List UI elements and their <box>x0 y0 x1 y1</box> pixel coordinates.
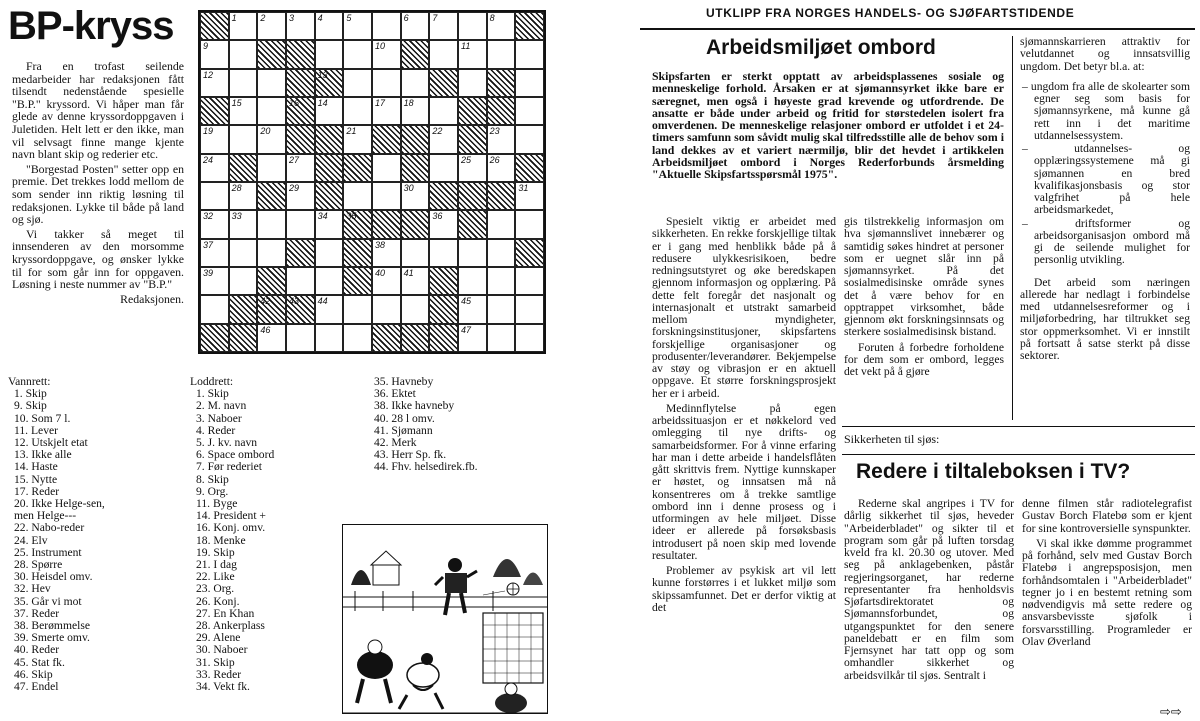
article2-column-2 <box>1022 498 1192 651</box>
across-clue: 15. Nytte <box>14 472 58 486</box>
clue-number: 47 <box>461 324 472 335</box>
down-clue: 43. Herr Sp. fk. <box>374 448 447 462</box>
down-clue: 34. Vekt fk. <box>196 680 250 694</box>
grid-cell[interactable] <box>487 210 516 238</box>
grid-block <box>315 125 344 153</box>
across-clue: 11. Lever <box>14 423 58 437</box>
grid-block <box>200 324 229 352</box>
column-rule <box>1012 36 1013 420</box>
down-clue: 23. Org. <box>196 582 235 596</box>
grid-cell[interactable] <box>286 267 315 295</box>
article-paragraph: gis tilstrekkelig informasjon om hva sjømannslivet innebærer og samtidig søkes hindret at personer som er uegnet slår inn på sjømannsyrket. På det sosialmedisinske område synes det å være behov for en opptrappet virksomhet, både gjennom økt forskningsinnsats og sterkere sosialmedisinsk bistand. <box>844 215 1004 339</box>
clue-number: 24 <box>203 154 214 165</box>
grid-block <box>429 324 458 352</box>
clue-number: 3 <box>289 13 295 23</box>
grid-cell[interactable] <box>515 267 544 295</box>
down-clue: 38. Ikke havneby <box>374 399 455 413</box>
list-item: – utdannelses- og opplæringssystemene må gi sjømannen en bred kvalifikasjonsbasis og stor valgfrihet på hele arbeidsmarkedet, <box>1022 142 1190 217</box>
article-paragraph: sjømannskarrieren attraktiv for velutdannet og innsatsvillig ungdom. Det betyr bl.a. at: <box>1020 35 1190 73</box>
down-clue: 22. Like <box>196 570 235 584</box>
across-clue: 45. Stat fk. <box>14 655 65 669</box>
down-clue: 44. Fhv. helsedirek.fb. <box>374 460 478 474</box>
clue-number: 18 <box>403 98 414 108</box>
across-clue: 24. Elv <box>14 533 48 547</box>
clue-number: 29 <box>289 183 300 193</box>
cartoon-drawing <box>343 525 548 714</box>
down-clue: 3. Naboer <box>196 411 242 425</box>
grid-cell[interactable] <box>229 40 258 68</box>
grid-cell[interactable] <box>343 97 372 125</box>
clue-number: 2 <box>260 13 266 23</box>
grid-cell[interactable] <box>315 267 344 295</box>
article-title: Redere i tiltaleboksen i TV? <box>856 460 1131 483</box>
across-heading: Vannrett: <box>8 375 51 388</box>
grid-block <box>458 210 487 238</box>
grid-block <box>401 324 430 352</box>
clue-number: 14 <box>317 98 328 108</box>
list-item: – driftsformer og arbeidsorganisasjon ombord må gi de seilende mulighet for personlig utvikling. <box>1022 216 1190 267</box>
clue-number: 30 <box>403 183 414 193</box>
across-clue: 39. Smerte omv. <box>14 631 90 645</box>
clue-number: 25 <box>461 154 472 165</box>
grid-cell[interactable] <box>458 12 487 40</box>
grid-cell[interactable] <box>487 267 516 295</box>
down-clue: 40. 28 l omv. <box>374 411 435 425</box>
grid-cell[interactable] <box>372 69 401 97</box>
grid-cell[interactable] <box>515 210 544 238</box>
section-rule <box>842 426 1195 427</box>
grid-block <box>286 40 315 68</box>
across-clue: 12. Utskjelt etat <box>14 436 88 450</box>
grid-block <box>200 97 229 125</box>
grid-cell[interactable] <box>343 295 372 323</box>
grid-block <box>429 182 458 210</box>
article-paragraph: Problemer av psykisk art vil lett kunne forstørres i et lukket miljø som skipssamfunnet. Det er derfor viktig at det <box>652 564 836 614</box>
across-clue: 30. Heisdel omv. <box>14 570 93 584</box>
article-column-2 <box>844 216 1004 381</box>
down-heading: Loddrett: <box>190 375 234 388</box>
clue-number: 6 <box>403 13 409 23</box>
grid-cell[interactable] <box>429 154 458 182</box>
grid-cell[interactable] <box>487 239 516 267</box>
clue-number: 16 <box>289 98 300 108</box>
grid-cell[interactable] <box>372 154 401 182</box>
across-clue: 46. Skip <box>14 667 53 681</box>
clue-number: 34 <box>317 211 328 222</box>
clue-number: 20 <box>260 126 271 137</box>
crossword-intro <box>12 60 184 307</box>
grid-block <box>401 210 430 238</box>
clue-number: 33 <box>231 211 242 222</box>
grid-cell[interactable] <box>487 40 516 68</box>
down-clue: 4. Reder <box>196 423 236 437</box>
down-clues <box>190 376 340 693</box>
clue-number: 40 <box>375 268 386 278</box>
down-clue: 35. Havneby <box>374 375 434 388</box>
article-paragraph: Det arbeid som næringen allerede har nedlagt i forbindelse med utdannelsesreformer og i miljøforbedring, har tiltrukket seg stor oppmerksomhet. Vi er innstilt på fortsatt å satse sterkt på disse sektorer. <box>1020 275 1190 362</box>
grid-cell[interactable] <box>315 40 344 68</box>
clue-number: 5 <box>346 13 352 23</box>
grid-block <box>515 154 544 182</box>
continued-arrows-icon[interactable]: ⇨⇨ <box>1160 704 1182 719</box>
grid-cell[interactable] <box>401 295 430 323</box>
clue-number: 19 <box>203 126 214 137</box>
across-clue: 47. Endel <box>14 680 59 694</box>
down-clue: 14. President + <box>196 509 266 523</box>
clue-number: 13 <box>317 69 328 80</box>
grid-block <box>257 40 286 68</box>
article-paragraph: denne filmen står radiotelegrafist Gustav Borch Flatebø som er kjent for sine kontroversielle synspunkter. <box>1022 497 1192 535</box>
across-clue: 9. Skip <box>14 399 47 413</box>
intro-paragraph: Vi takker så meget til innsenderen av den morsomme kryssordoppgave, og ønsker lykke til for som går inn for oppgaven. Løsning i neste nummer av "B.P." <box>12 226 184 292</box>
article2-column-1 <box>844 498 1014 685</box>
article-kicker: Sikkerheten til sjøs: <box>844 432 940 446</box>
grid-block <box>229 295 258 323</box>
clue-number: 10 <box>375 41 386 52</box>
section-rule <box>842 454 1195 455</box>
newspaper-header: UTKLIPP FRA NORGES HANDELS- OG SJØFARTSTIDENDE <box>706 6 1075 20</box>
grid-cell[interactable] <box>229 239 258 267</box>
down-clue: 1. Skip <box>196 387 229 401</box>
grid-cell[interactable] <box>515 97 544 125</box>
grid-cell[interactable] <box>315 239 344 267</box>
article-column-3 <box>1020 36 1190 365</box>
article-column-1 <box>652 216 836 617</box>
grid-cell[interactable] <box>257 239 286 267</box>
clue-number: 41 <box>403 268 414 278</box>
down-clue: 26. Konj. <box>196 594 240 608</box>
across-clues <box>8 376 178 693</box>
grid-cell[interactable] <box>229 69 258 97</box>
article-paragraph: Medinnflytelse på egen arbeidssituasjon er et nøkkelord ved omlegging til nye drifts- og samarbeidsformer. For å vinne erfaring har man i dette arbeide i handelsflåten gått skrittvis frem. Nyttige kunnskaper er høstet, og innsatsen må nå konsentreres om å trekke samtlige ombord inn i denne prosess og i utformingen av hele miljøet. Disse ideer er allerede på forsøksbasis introdusert på noen skip med lovende resultater. <box>652 401 836 562</box>
article-paragraph: Spesielt viktig er arbeidet med sikkerheten. En rekke forskjellige tiltak er i gang med henblikk både på å redusere ulykkesrisikoen, bedre redningsutstyret og øke beredskapen gjennom informasjon og opplæring. På dette felt foregår det nasjonalt og internasjonalt et utstrakt samarbeid mellom myndigheter, forskningsinstitusjoner, skipsfartens forskjellige organisasjoner og produsenter/leverandører. Bekjempelse av støy og vibrasjon er en aktuell oppgave. Et større forskningsprosjekt her er i arbeid. <box>652 215 836 400</box>
clue-number: 37 <box>203 239 214 250</box>
grid-cell[interactable] <box>487 324 516 352</box>
intro-paragraph: Fra en trofast seilende medarbeider har redaksjonen fått tilsendt nedenstående spesielle "B.P." kryssord. Vi håper man får glede av denne kryssordoppgaven i Juletiden. Helt lett er den ikke, man vil selvsagt finne mange kjente navn blant skip og rederier etc. <box>12 59 184 162</box>
article-paragraph: Foruten å forbedre forholdene for dem som er ombord, legges det vekt på å gjøre <box>844 340 1004 378</box>
grid-block <box>257 182 286 210</box>
header-rule <box>640 28 1195 30</box>
clue-number: 27 <box>289 154 300 165</box>
grid-cell[interactable] <box>401 239 430 267</box>
clue-number: 15 <box>231 98 242 108</box>
grid-block <box>487 182 516 210</box>
crossword-title: BP-kryss <box>8 4 174 48</box>
grid-block <box>315 154 344 182</box>
across-clue: 10. Som 7 l. <box>14 411 71 425</box>
clue-number: 17 <box>375 98 386 108</box>
crossword-grid[interactable] <box>198 10 546 354</box>
grid-cell[interactable] <box>229 125 258 153</box>
grid-block <box>343 239 372 267</box>
grid-block <box>429 69 458 97</box>
across-clue: 1. Skip <box>14 387 47 401</box>
grid-cell[interactable] <box>458 239 487 267</box>
down-clue: 42. Merk <box>374 436 417 450</box>
down-clue: 31. Skip <box>196 655 235 669</box>
grid-block <box>401 154 430 182</box>
clue-number: 28 <box>231 183 242 193</box>
across-clue: 13. Ikke alle <box>14 448 72 462</box>
down-clue: 41. Sjømann <box>374 423 433 437</box>
down-clue: 33. Reder <box>196 667 242 681</box>
grid-cell[interactable] <box>458 69 487 97</box>
across-clue: 35. Går vi mot <box>14 594 82 608</box>
down-clue: 16. Konj. omv. <box>196 521 266 535</box>
grid-block <box>286 125 315 153</box>
grid-block <box>229 324 258 352</box>
down-clue: 36. Ektet <box>374 387 416 401</box>
grid-block <box>487 69 516 97</box>
clue-number: 43 <box>289 296 300 307</box>
grid-cell[interactable] <box>200 295 229 323</box>
grid-cell[interactable] <box>487 295 516 323</box>
grid-block <box>429 295 458 323</box>
down-clue: 7. Før rederiet <box>196 460 262 474</box>
across-clue: 25. Instrument <box>14 545 82 559</box>
clue-number: 9 <box>203 41 209 52</box>
clue-number: 35 <box>346 211 357 222</box>
down-clue: 6. Space ombord <box>196 448 275 462</box>
down-clue: 5. J. kv. navn <box>196 436 258 450</box>
grid-cell[interactable] <box>515 324 544 352</box>
list-item: – ungdom fra alle de skolearter som egner seg som basis for sjømannsyrkene, må kunne gå rett inn i det maritime utdannelsessystem. <box>1022 79 1190 142</box>
across-clue: 40. Reder <box>14 643 60 657</box>
grid-block <box>372 125 401 153</box>
intro-signature: Redaksjonen. <box>120 291 184 306</box>
article-title: Arbeidsmiljøet ombord <box>706 36 936 59</box>
grid-cell[interactable] <box>429 97 458 125</box>
clue-number: 36 <box>432 211 443 222</box>
clue-number: 1 <box>231 13 237 23</box>
down-clue: 11. Byge <box>196 497 238 511</box>
grid-cell[interactable] <box>257 97 286 125</box>
grid-cell[interactable] <box>257 210 286 238</box>
article-lead: Skipsfarten er sterkt opptatt av arbeidsplassenes sosiale og menneskelige forhold. Årsaken er at sjømannsyrket ikke bare er særegnet, men også i høyeste grad krevende og utfordrende. De ansatte er både under arbeid og fritid for størstedelen isolert fra omverdenen. De menneskelige relasjoner ombord er utfoldet i et 24-timers samfunn som såvidt mulig skal tilfredsstille alle de behov som i land dekkes av et variert nærmiljø, blir det hevdet i artikkelen Arbeidsmiljøet ombord i Norges Rederforbunds årsmelding "Aktuelle Skipsfartsspørsmål 1975". <box>652 69 1004 182</box>
across-clue: 38. Berømmelse <box>14 619 90 633</box>
grid-cell[interactable] <box>458 267 487 295</box>
grid-cell[interactable] <box>229 267 258 295</box>
grid-cell[interactable] <box>429 239 458 267</box>
across-clue: 32. Hev <box>14 582 51 596</box>
requirements-list <box>1020 81 1190 267</box>
grid-cell[interactable] <box>257 69 286 97</box>
grid-cell[interactable] <box>372 12 401 40</box>
down-clue: 27. En Khan <box>196 606 255 620</box>
clue-number: 23 <box>489 126 500 137</box>
grid-block <box>401 40 430 68</box>
grid-block <box>257 267 286 295</box>
article-paragraph: Vi skal ikke dømme programmet på forhånd, selv med Gustav Borch Flatebø i angrepsposisjon, men forhåndsomtalen i "Arbeiderbladet" tegner jo i en bestemt retning som nødvendigvis må sette redere og ansvarsbevisste sjøfolk i forsvarsstilling. Programleder er Olav Øverland <box>1022 536 1192 648</box>
grid-block <box>286 239 315 267</box>
grid-cell[interactable] <box>343 182 372 210</box>
across-clue: 17. Reder <box>14 484 60 498</box>
grid-cell[interactable] <box>315 324 344 352</box>
grid-cell[interactable] <box>515 40 544 68</box>
down-clue: 18. Menke <box>196 533 246 547</box>
grid-cell[interactable] <box>286 210 315 238</box>
grid-cell[interactable] <box>515 69 544 97</box>
across-clue: 22. Nabo-reder <box>14 521 85 535</box>
grid-cell[interactable] <box>372 182 401 210</box>
grid-block <box>429 267 458 295</box>
grid-cell[interactable] <box>286 324 315 352</box>
clue-number: 39 <box>203 268 214 278</box>
clue-number: 21 <box>346 126 357 137</box>
grid-block <box>458 125 487 153</box>
grid-cell[interactable] <box>343 40 372 68</box>
grid-block <box>200 12 229 40</box>
grid-cell[interactable] <box>429 40 458 68</box>
clue-number: 7 <box>432 13 438 23</box>
grid-block <box>372 324 401 352</box>
down-clue: 9. Org. <box>196 484 229 498</box>
clue-number: 42 <box>260 296 271 307</box>
grid-block <box>487 97 516 125</box>
grid-block <box>343 154 372 182</box>
clue-number: 32 <box>203 211 214 222</box>
down-clue: 30. Naboer <box>196 643 248 657</box>
clue-number: 12 <box>203 69 214 80</box>
clue-number: 38 <box>375 239 386 250</box>
down-clue: 2. M. navn <box>196 399 247 413</box>
across-clue: 14. Haste <box>14 460 58 474</box>
across-clue: 20. Ikke Helge-sen, <box>14 497 105 511</box>
clue-number: 4 <box>317 13 323 23</box>
down-clue: 21. I dag <box>196 558 237 572</box>
grid-cell[interactable] <box>515 125 544 153</box>
down-clue: 29. Alene <box>196 631 241 645</box>
grid-block <box>515 239 544 267</box>
clue-number: 22 <box>432 126 443 137</box>
clue-number: 11 <box>461 41 471 52</box>
grid-cell[interactable] <box>257 154 286 182</box>
grid-cell[interactable] <box>200 182 229 210</box>
intro-paragraph: "Borgestad Posten" setter opp en premie. Det trekkes lodd mellom de som sender inn riktig løsning til redaksjonen. Lykke til både på land og sjø. <box>12 161 184 227</box>
grid-cell[interactable] <box>372 295 401 323</box>
down-clue: 28. Ankerplass <box>196 619 265 633</box>
clue-number: 44 <box>317 296 328 307</box>
grid-block <box>315 182 344 210</box>
football-cartoon <box>342 524 548 714</box>
grid-block <box>343 267 372 295</box>
clue-number: 31 <box>518 183 529 193</box>
grid-cell[interactable] <box>343 69 372 97</box>
across-clue: men Helge--- <box>14 509 77 523</box>
grid-block <box>458 182 487 210</box>
grid-block <box>229 154 258 182</box>
down-clue: 8. Skip <box>196 472 229 486</box>
grid-cell[interactable] <box>343 324 372 352</box>
grid-cell[interactable] <box>515 295 544 323</box>
article-paragraph: Rederne skal angripes i TV for dårlig sikkerhet til sjøs, heveder "Arbeiderbladet" og sikter til et program som går på luften torsdag kveld fra kl. 20.30 og utover. Med seg på anklagebenken, påstår regjeringsorganet, har rederne representanter fra henholdsvis Sjøfartsdirektoratet og Sjømannsforbundet, og utgangspunktet for den senere paneldebatt er en film som Fjernsynet har tatt opp og som omhandler sikkerhet og arbeidsvilkår til sjøs. Sentralt i <box>844 497 1014 682</box>
clue-number: 8 <box>489 13 495 23</box>
clue-number: 45 <box>461 296 472 307</box>
grid-block <box>401 125 430 153</box>
clue-number: 26 <box>489 154 500 165</box>
down-clues-continued <box>368 376 538 474</box>
down-clue: 19. Skip <box>196 545 235 559</box>
clue-number: 46 <box>260 324 271 335</box>
grid-cell[interactable] <box>401 69 430 97</box>
grid-block <box>515 12 544 40</box>
grid-block <box>372 210 401 238</box>
across-clue: 28. Spørre <box>14 558 63 572</box>
grid-block <box>458 97 487 125</box>
grid-block <box>286 69 315 97</box>
across-clue: 37. Reder <box>14 606 60 620</box>
